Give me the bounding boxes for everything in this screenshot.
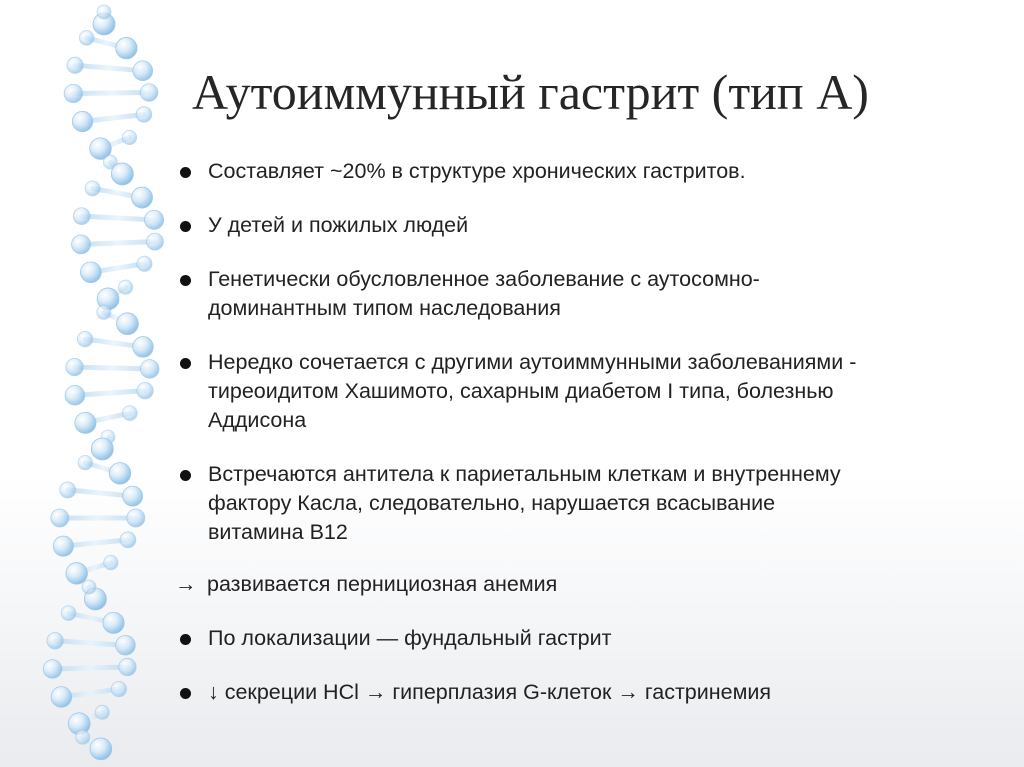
dna-bead: [66, 358, 83, 375]
dna-bead: [104, 555, 118, 569]
dna-bead: [123, 486, 143, 506]
list-item-line: ↓ секреции HCl → гиперплазия G-клеток → гастринемия: [208, 680, 772, 704]
dna-bead: [116, 635, 136, 655]
dna-bead: [119, 658, 136, 675]
dna-bead: [136, 107, 152, 123]
dna-bead: [76, 730, 90, 744]
dna-bead: [122, 130, 136, 144]
list-item-line: По локализации — фундальный гастрит: [208, 626, 612, 650]
dna-bead: [67, 57, 83, 73]
list-item-line: У детей и пожилых людей: [208, 213, 469, 237]
dna-rung: [75, 367, 150, 369]
dna-bead: [72, 111, 92, 131]
dna-bead: [140, 84, 158, 102]
dna-bead: [132, 187, 153, 208]
dna-bead: [119, 280, 133, 294]
dna-bead: [133, 61, 153, 81]
list-item-line: Аддисона: [208, 408, 307, 432]
dna-bead: [144, 210, 163, 229]
dna-bead: [85, 181, 100, 196]
list-item-line: Составляет ~20% в структуре хронических гастритов.: [208, 159, 746, 183]
dna-bead: [72, 235, 91, 254]
dna-bead: [51, 687, 72, 708]
dna-bead: [78, 455, 92, 469]
dna-bead: [66, 563, 88, 585]
dna-rung: [82, 216, 154, 220]
dna-bead: [47, 633, 63, 649]
list-item-text: [208, 678, 997, 707]
dna-bead: [53, 536, 73, 556]
list-item-line: витамина В12: [208, 520, 348, 544]
list-item-text: [208, 157, 997, 186]
dna-bead: [137, 256, 152, 271]
dna-bead: [111, 681, 126, 696]
dna-bead: [90, 738, 112, 760]
dna-bead: [79, 31, 94, 46]
dna-bead: [51, 509, 69, 527]
list-item-text: [208, 348, 997, 435]
dna-rung: [55, 641, 125, 646]
dna-bead: [97, 5, 111, 19]
dna-helix-icon: [0, 0, 200, 767]
list-item: [177, 348, 997, 435]
dna-bead: [75, 412, 96, 433]
arrow-marker: →: [175, 572, 197, 596]
dna-bead: [82, 580, 96, 594]
dna-bead: [77, 331, 92, 346]
dna-bead: [122, 406, 137, 421]
dna-bead: [137, 382, 153, 398]
dna-bead: [80, 262, 101, 283]
list-item: [177, 211, 997, 240]
slide-title: Аутоиммунный гастрит (тип А): [192, 64, 869, 120]
dna-bead: [103, 612, 124, 633]
list-item: [177, 157, 997, 186]
list-item-text: [208, 460, 997, 547]
list-item-line: Нередко сочетается с другими аутоиммунными заболеваниями -: [208, 350, 857, 374]
dna-bead: [127, 509, 145, 527]
list-item-line: доминантным типом наследования: [208, 296, 561, 320]
dna-bead: [95, 705, 109, 719]
dna-rung: [53, 667, 128, 669]
dna-bead: [65, 386, 85, 406]
dna-bead: [117, 313, 139, 335]
dna-bead: [146, 233, 163, 250]
dna-bead: [73, 208, 90, 225]
dna-bead: [116, 37, 137, 58]
list-item-line: фактору Касла, следовательно, нарушается всасывание: [208, 491, 776, 515]
dna-rung: [73, 93, 149, 94]
dna-bead: [111, 163, 133, 185]
dna-bead: [97, 305, 111, 319]
dna-bead: [109, 463, 131, 485]
dna-bead: [91, 438, 113, 460]
dna-bead: [64, 84, 82, 102]
dna-bead: [61, 606, 76, 621]
list-item: [177, 265, 997, 323]
list-item: [177, 570, 997, 599]
list-item-text: [208, 265, 997, 323]
list-item-text: [207, 570, 997, 599]
dna-bead: [43, 660, 62, 679]
list-item-text: [208, 211, 997, 240]
dna-bead: [140, 360, 159, 379]
list-item-line: Встречаются антитела к париетальным клеткам и внутреннему: [208, 462, 841, 486]
dna-rung: [81, 242, 155, 245]
dna-bead: [133, 337, 154, 358]
list-item: [177, 460, 997, 547]
dna-rung: [75, 391, 145, 396]
dna-bead: [120, 532, 136, 548]
dna-bead: [60, 482, 76, 498]
list-item: [177, 678, 997, 707]
list-item-line: Генетически обусловленное заболевание с аутосомно-: [208, 267, 760, 291]
list-item-text: [208, 624, 997, 653]
list-item: [177, 624, 997, 653]
list-item-line: развивается пернициозная анемия: [207, 572, 558, 596]
list-item-line: тиреоидитом Хашимото, сахарным диабетом I типа, болезнью: [208, 379, 834, 403]
